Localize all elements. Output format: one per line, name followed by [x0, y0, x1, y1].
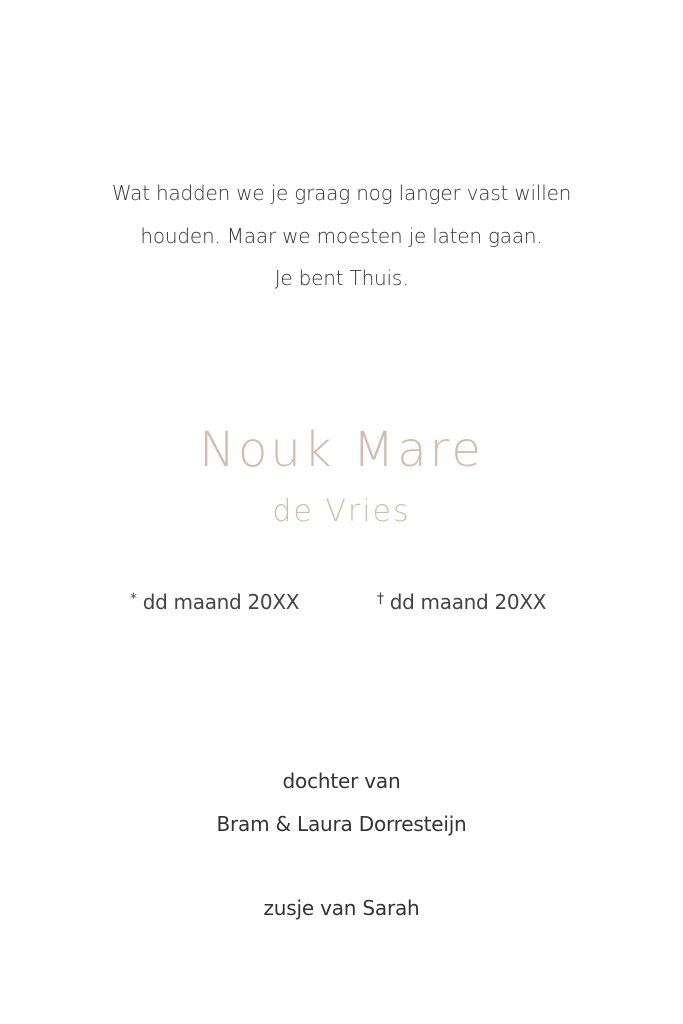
- quote-line-1: Wat hadden we je graag nog langer vast willen: [111, 181, 572, 205]
- death-date-text: dd maand 20XX: [389, 590, 547, 614]
- birth-date-text: dd maand 20XX: [142, 590, 300, 614]
- parents-names: Bram & Laura Dorresteijn: [216, 811, 467, 836]
- birth-symbol: *: [130, 591, 137, 607]
- spacer: [0, 845, 683, 887]
- last-name: de Vries: [272, 494, 411, 529]
- relation-text: dochter van: [282, 769, 401, 793]
- dates-row: [0, 583, 683, 619]
- death-date: [377, 583, 546, 618]
- family-block: [0, 760, 683, 930]
- death-symbol: †: [377, 591, 384, 607]
- quote-line-2: houden. Maar we moesten je laten gaan.: [140, 223, 543, 248]
- sibling-text: zusje van Sarah: [263, 896, 420, 920]
- birth-date: [130, 583, 299, 618]
- first-names: Nouk Mare: [199, 422, 484, 478]
- quote-line-3: Je bent Thuis.: [274, 266, 409, 290]
- quote-block: [0, 172, 683, 300]
